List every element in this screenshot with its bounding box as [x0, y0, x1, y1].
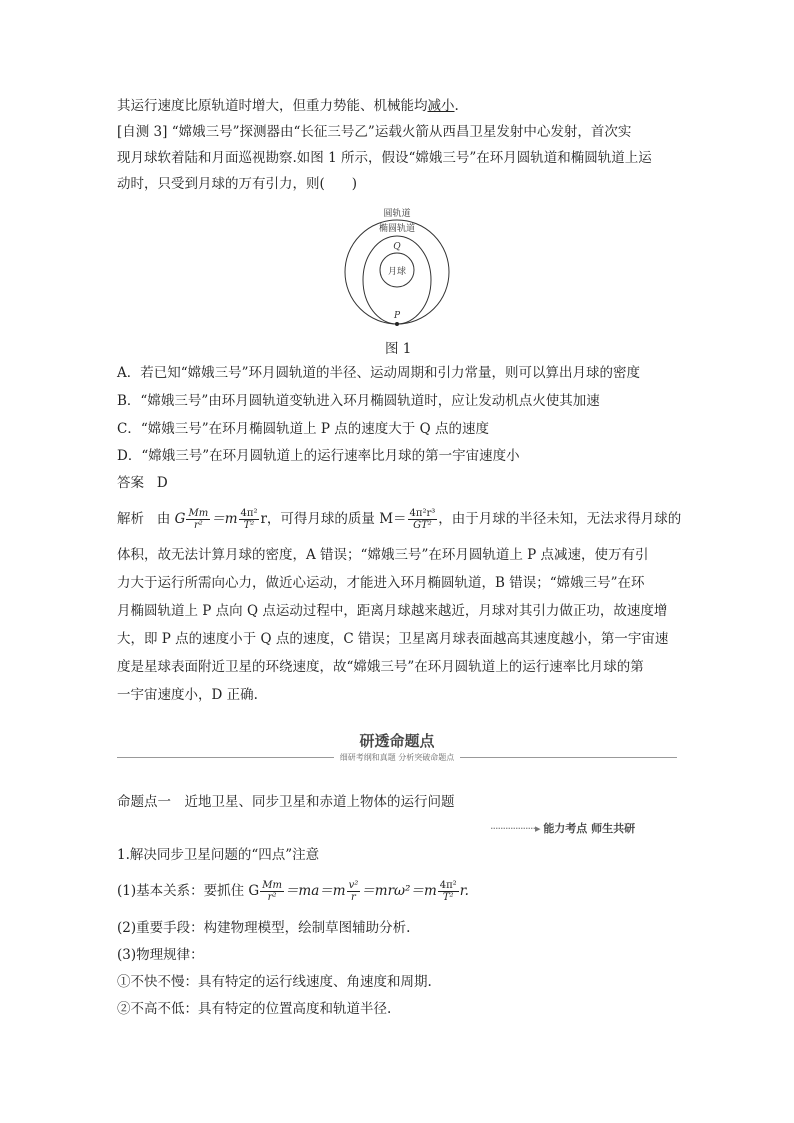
- eq1-prefix: G: [174, 511, 186, 527]
- section-title: 研透命题点: [359, 732, 435, 750]
- eq1-frac2-num: 4π²: [240, 508, 258, 519]
- topic1-tag: [490, 820, 635, 836]
- eq1-frac1-num: Mm: [188, 508, 209, 519]
- item1-frac3-den: T²: [442, 892, 454, 903]
- analysis-line6: 度是星球表面附近卫星的环绕速度，故“嫦娥三号”在环月圆轨道上的运行速率比月球的第: [117, 659, 644, 675]
- eq1-frac2-den: T²: [243, 520, 255, 531]
- analysis-line2: 体积，故无法计算月球的密度，A 错误；“嫦娥三号”在环月圆轨道上 P 点减速，使万有引: [117, 547, 649, 563]
- self-test-line2: 现月球软着陆和月面巡视勘察.如图 1 所示，假设“嫦娥三号”在环月圆轨道和椭圆轨道上运: [117, 150, 652, 166]
- option-c: C．“嫦娥三号”在环月椭圆轨道上 P 点的速度大于 Q 点的速度: [117, 421, 489, 437]
- topic1-tag-text: 能力考点 师生共研: [543, 822, 636, 835]
- point-Q-label: Q: [393, 242, 401, 252]
- item1-frac2-num: v²: [348, 880, 359, 891]
- point1-item3-1: ①不快不慢：具有特定的运行线速度、角速度和周期.: [117, 974, 432, 990]
- item1-frac1-den: r²: [267, 892, 277, 903]
- item1-frac3-num: 4π²: [439, 880, 457, 891]
- eq1-frac1: [186, 508, 210, 531]
- top-line-end: .: [454, 98, 459, 114]
- point-P-marker: [395, 322, 399, 326]
- answer-label: 答案: [117, 475, 144, 491]
- item1-frac3: [438, 880, 459, 903]
- option-d: D．“嫦娥三号”在环月圆轨道上的运行速率比月球的第一宇宙速度小: [117, 448, 520, 464]
- item1-frac2: [347, 880, 361, 903]
- item1-mid1: ＝ma＝m: [284, 883, 346, 899]
- self-test-text1: “嫦娥三号”探测器由“长征三号乙”运载火箭从西昌卫星发射中心发射，首次实: [171, 124, 632, 140]
- point-P-label: P: [393, 311, 401, 321]
- analysis-line1-end: ，由于月球的半径未知，无法求得月球的: [438, 511, 682, 527]
- eq1-end: r，可得月球的质量 M＝: [260, 511, 407, 527]
- answer-line: [117, 473, 168, 493]
- ellipse-orbit-label: 椭圆轨道: [378, 224, 416, 234]
- point1-item1: [117, 880, 469, 903]
- item1-frac1-num: Mm: [262, 880, 282, 891]
- analysis-line3: 力大于运行所需向心力，做近心运动，才能进入环月椭圆轨道，B 错误；“嫦娥三号”在环: [117, 575, 645, 591]
- circle-orbit-label: 圆轨道: [383, 209, 411, 219]
- eq1-frac2: [239, 508, 260, 531]
- analysis-intro: 由: [156, 511, 171, 527]
- analysis-label: 解析: [117, 511, 144, 527]
- point1-item3-2: ②不高不低：具有特定的位置高度和轨道半径.: [117, 1001, 392, 1017]
- top-line: [117, 96, 459, 116]
- point1-title: 1.解决同步卫星问题的“四点”注意: [117, 847, 320, 863]
- analysis-line4: 月椭圆轨道上 P 点向 Q 点运动过程中，距离月球越来越近，月球对其引力做正功，故速度增: [117, 603, 668, 619]
- eq2-frac-den: GT²: [413, 520, 432, 531]
- eq1-mid: ＝m: [211, 511, 238, 527]
- top-line-text: 其运行速度比原轨道时增大，但重力势能、机械能均: [117, 98, 428, 114]
- figure-caption: 图 1: [385, 341, 412, 357]
- answer-value: D: [156, 475, 168, 491]
- topic1-title: 命题点一 近地卫星、同步卫星和赤道上物体的运行问题: [117, 794, 455, 810]
- eq1-frac1-den: r²: [193, 520, 203, 531]
- item1-prefix: (1)基本关系：要抓住 G: [117, 883, 260, 899]
- moon-label: 月球: [387, 267, 407, 277]
- self-test-line1: [117, 122, 631, 142]
- analysis-line5: 大，即 P 点的速度小于 Q 点的速度，C 错误；卫星离月球表面越高其速度越小，第一宇宙速: [117, 631, 669, 647]
- self-test-line3: 动时，只受到月球的万有引力，则( ): [117, 176, 358, 192]
- top-line-underlined: 减小: [427, 98, 455, 114]
- orbit-diagram: [340, 204, 454, 328]
- arrow-icon: ··················▸: [490, 822, 540, 835]
- item1-frac1: [260, 880, 284, 903]
- item1-mid2: ＝mrω²＝m: [361, 883, 437, 899]
- item1-end: r.: [459, 883, 469, 899]
- point1-item2: (2)重要手段：构建物理模型，绘制草图辅助分析.: [117, 920, 411, 936]
- option-a: A．若已知“嫦娥三号”环月圆轨道的半径、运动周期和引力常量，则可以算出月球的密度: [117, 365, 641, 381]
- section-subtitle-wrap: [0, 752, 794, 763]
- point1-item3: (3)物理规律：: [117, 947, 204, 963]
- eq2-frac-num: 4π²r³: [409, 508, 436, 519]
- eq2-frac: [408, 508, 438, 531]
- item1-frac2-den: r: [351, 892, 356, 903]
- analysis-line7: 一宇宙速度小，D 正确.: [117, 687, 258, 703]
- option-b: B．“嫦娥三号”由环月圆轨道变轨进入环月椭圆轨道时，应让发动机点火使其加速: [117, 393, 600, 409]
- section-subtitle: 细研考纲和真题 分析突破命题点: [334, 753, 461, 762]
- analysis-line1: [117, 508, 681, 531]
- self-test-label: [自测 3]: [117, 124, 168, 140]
